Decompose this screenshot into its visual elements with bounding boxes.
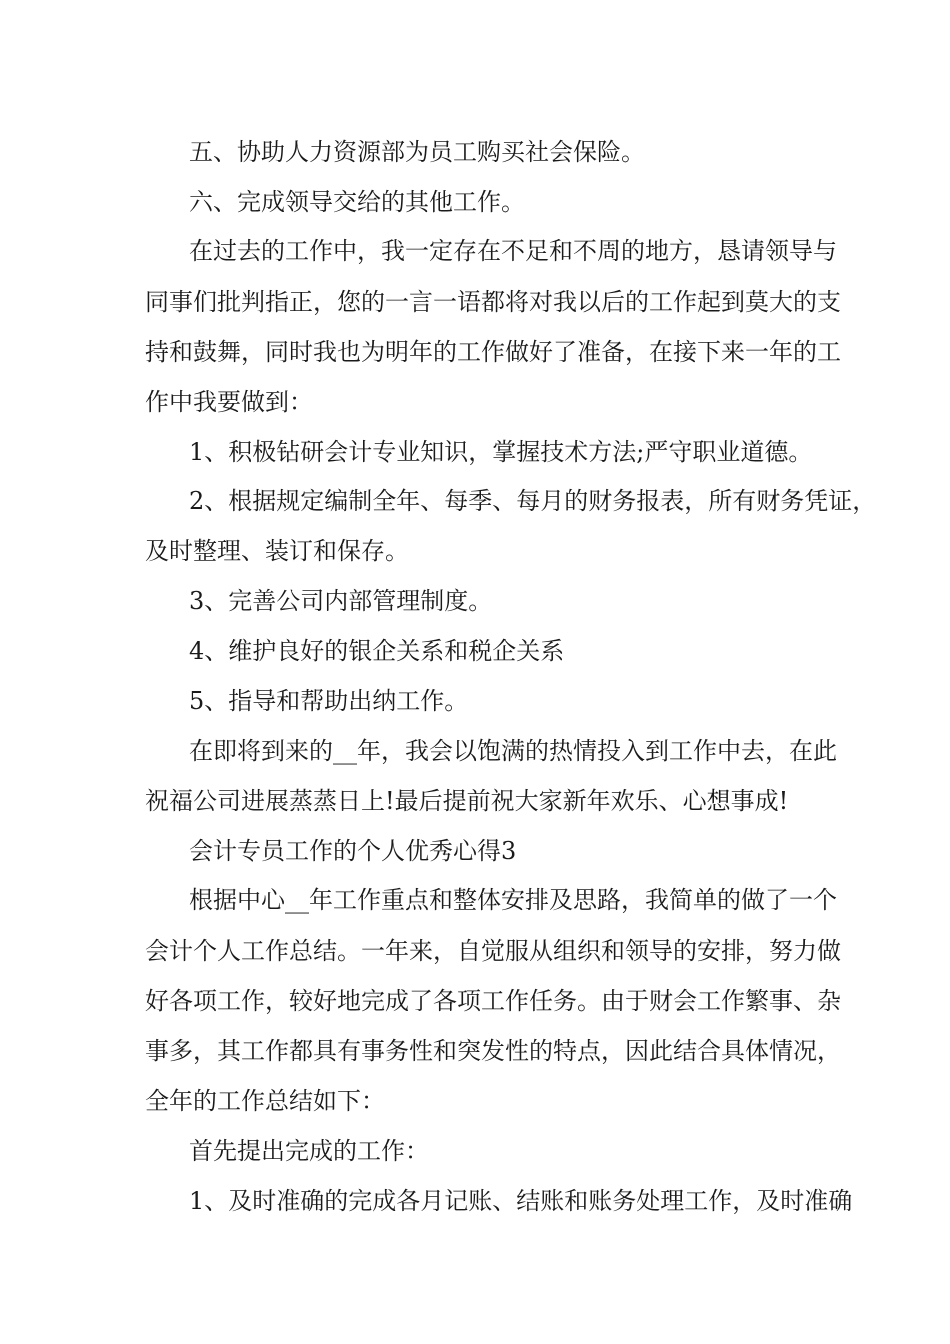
paragraph-line: 5、指导和帮助出纳工作。 <box>189 687 469 715</box>
paragraph-line: 全年的工作总结如下： <box>145 1087 385 1115</box>
paragraph-line: 在即将到来的__年，我会以饱满的热情投入到工作中去，在此 <box>189 737 837 765</box>
paragraph-line: 同事们批判指正，您的一言一语都将对我以后的工作起到莫大的支 <box>145 288 841 316</box>
paragraph-line: 2、根据规定编制全年、每季、每月的财务报表，所有财务凭证， <box>189 487 877 515</box>
paragraph-line: 首先提出完成的工作： <box>189 1137 429 1165</box>
paragraph-line: 在过去的工作中，我一定存在不足和不周的地方，恳请领导与 <box>189 237 837 265</box>
paragraph-line: 3、完善公司内部管理制度。 <box>189 587 493 615</box>
paragraph-line: 1、积极钻研会计专业知识，掌握技术方法;严守职业道德。 <box>189 438 813 466</box>
paragraph-line: 1、及时准确的完成各月记账、结账和账务处理工作，及时准确 <box>189 1187 853 1215</box>
section-heading: 会计专员工作的个人优秀心得3 <box>189 837 517 865</box>
paragraph-line: 六、完成领导交给的其他工作。 <box>189 188 525 216</box>
paragraph-line: 及时整理、装订和保存。 <box>145 537 409 565</box>
paragraph-line: 根据中心__年工作重点和整体安排及思路，我简单的做了一个 <box>189 886 837 914</box>
paragraph-line: 好各项工作，较好地完成了各项工作任务。由于财会工作繁事、杂 <box>145 987 841 1015</box>
paragraph-line: 事多，其工作都具有事务性和突发性的特点，因此结合具体情况， <box>145 1037 841 1065</box>
paragraph-line: 祝福公司进展蒸蒸日上!最后提前祝大家新年欢乐、心想事成! <box>145 787 789 815</box>
paragraph-line: 五、协助人力资源部为员工购买社会保险。 <box>189 138 645 166</box>
paragraph-line: 4、维护良好的银企关系和税企关系 <box>189 637 565 665</box>
paragraph-line: 会计个人工作总结。一年来，自觉服从组织和领导的安排，努力做 <box>145 937 841 965</box>
paragraph-line: 持和鼓舞，同时我也为明年的工作做好了准备，在接下来一年的工 <box>145 338 841 366</box>
paragraph-line: 作中我要做到： <box>145 388 313 416</box>
